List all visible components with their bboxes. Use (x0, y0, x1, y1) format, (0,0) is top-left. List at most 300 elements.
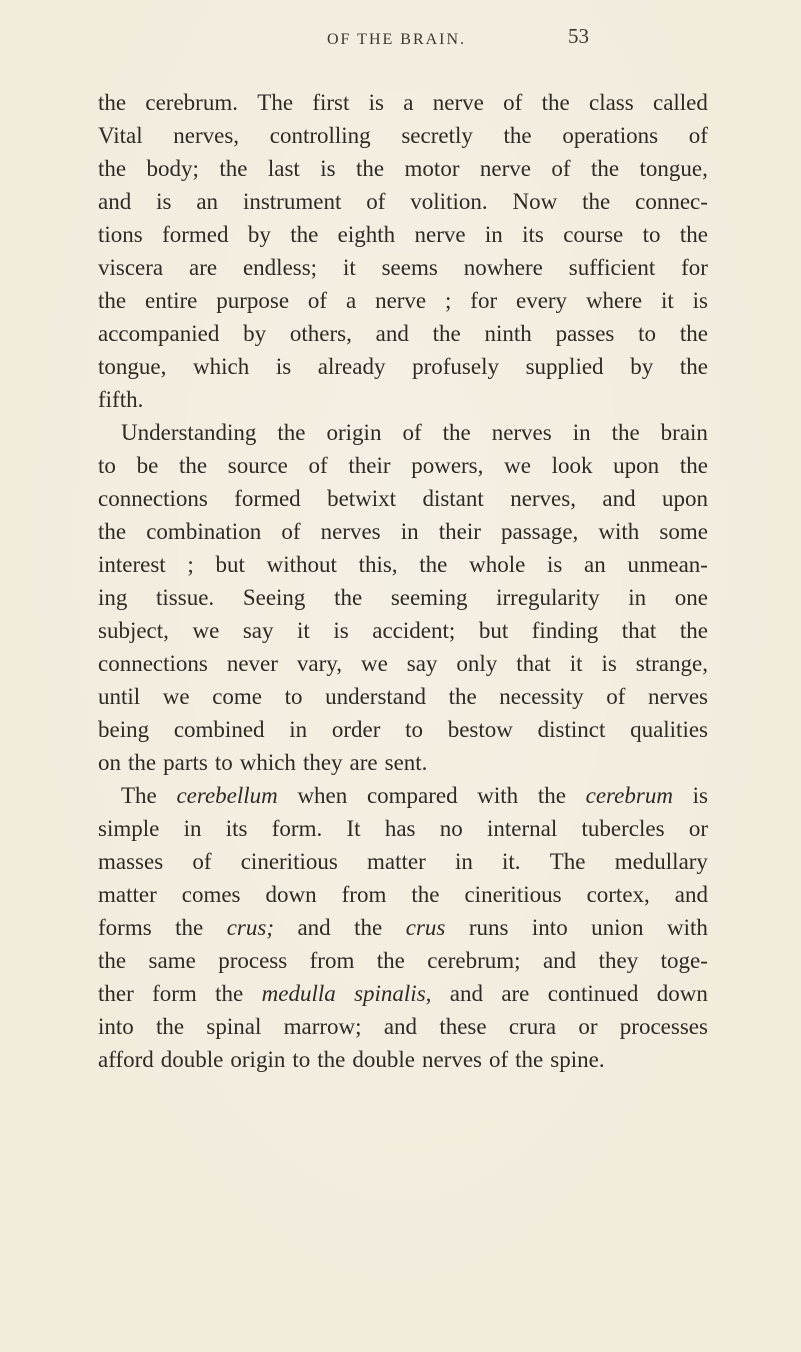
word: nowhere (463, 255, 543, 280)
word: is (692, 288, 708, 313)
word: origin (230, 1047, 286, 1072)
word: a (345, 288, 357, 313)
word: in (484, 222, 503, 247)
word: to (284, 684, 303, 709)
word: same (148, 948, 196, 973)
word: supplied (525, 354, 604, 379)
text-line (98, 482, 708, 515)
word: combined (173, 717, 265, 742)
word: its (225, 816, 248, 841)
word: of (192, 849, 212, 874)
word: cerebellum (176, 783, 278, 808)
text-line (98, 746, 708, 779)
word: that (621, 618, 657, 643)
word: is (333, 618, 349, 643)
word: when (297, 783, 348, 808)
word: of (281, 519, 301, 544)
word: by (247, 222, 271, 247)
text-line (98, 218, 708, 251)
word: the (419, 552, 448, 577)
word: connections (98, 486, 208, 511)
word: the (356, 156, 385, 181)
word: an (196, 189, 219, 214)
word: by (243, 321, 267, 346)
word: It (346, 816, 361, 841)
word: in (454, 849, 473, 874)
word: to (638, 321, 657, 346)
word: qualities (630, 717, 708, 742)
word: tubercles (581, 816, 665, 841)
word: the (98, 519, 127, 544)
word: the (98, 948, 127, 973)
word: double (352, 1047, 415, 1072)
word: the (442, 420, 471, 445)
word: nerves (491, 420, 552, 445)
word: formed (234, 486, 301, 511)
word: the (679, 222, 708, 247)
word: is (156, 189, 172, 214)
word: medullary (614, 849, 708, 874)
word: this, (358, 552, 398, 577)
word: form (152, 981, 197, 1006)
text-line (98, 812, 708, 845)
word: without (266, 552, 337, 577)
word: the (448, 684, 477, 709)
word: these (439, 1014, 487, 1039)
word: the (98, 90, 127, 115)
word: distant (422, 486, 484, 511)
text-line (98, 614, 708, 647)
word: nerve (432, 90, 484, 115)
word: the (334, 585, 363, 610)
word: of (402, 420, 422, 445)
word: endless; (242, 255, 318, 280)
word: to (292, 1047, 311, 1072)
word: ther (98, 981, 134, 1006)
word: volition. (410, 189, 488, 214)
word: it. (502, 849, 521, 874)
word: spinalis, (354, 981, 432, 1006)
word: it (342, 255, 356, 280)
word: The (121, 783, 157, 808)
word: from (341, 882, 387, 907)
word: tongue, (639, 156, 708, 181)
text-line (98, 713, 708, 746)
word: which (192, 354, 250, 379)
word: we (504, 453, 531, 478)
text-line (98, 944, 708, 977)
word: Vital (98, 123, 143, 148)
word: upon (661, 486, 708, 511)
text-line (98, 911, 708, 944)
word: the (215, 981, 244, 1006)
word: are (349, 750, 378, 775)
word: for (681, 255, 708, 280)
word: and (375, 321, 409, 346)
page-number: 53 (568, 24, 589, 48)
text-line (98, 317, 708, 350)
word: of (503, 90, 523, 115)
word: to (642, 222, 661, 247)
word: betwixt (327, 486, 397, 511)
word: an (584, 552, 606, 577)
word: has (384, 816, 416, 841)
text-line (98, 548, 708, 581)
word: down (656, 981, 708, 1006)
text-line (98, 680, 708, 713)
text-line (98, 383, 708, 416)
word: sent. (384, 750, 428, 775)
word: and (383, 1014, 418, 1039)
word: we (360, 651, 388, 676)
word: with (667, 915, 708, 940)
running-head: OF THE BRAIN. (327, 31, 467, 48)
word: Understanding (121, 420, 257, 445)
word: matter (367, 849, 426, 874)
word: comes (181, 882, 241, 907)
word: the (219, 156, 248, 181)
word: ; (187, 552, 194, 577)
word: the (156, 1014, 185, 1039)
word: eighth (337, 222, 396, 247)
text-line (98, 878, 708, 911)
word: the (537, 783, 566, 808)
word: parts (163, 750, 208, 775)
word: into (98, 1014, 134, 1039)
word: of (307, 288, 328, 313)
word: where (585, 288, 643, 313)
word: ninth (484, 321, 532, 346)
word: are (501, 981, 530, 1006)
word: operations (562, 123, 659, 148)
word: distinct (537, 717, 606, 742)
word: is (692, 783, 708, 808)
word: first (312, 90, 350, 115)
text-line (98, 845, 708, 878)
word: matter (98, 882, 157, 907)
word: the (582, 189, 611, 214)
word: internal (487, 816, 558, 841)
word: but (215, 552, 245, 577)
word: by (630, 354, 654, 379)
body-text (98, 86, 708, 1076)
word: and (297, 915, 331, 940)
word: form. (271, 816, 323, 841)
word: they (598, 948, 639, 973)
word: whole (469, 552, 526, 577)
word: toge- (660, 948, 708, 973)
word: profusely (412, 354, 499, 379)
text-line (98, 152, 708, 185)
word: the (679, 321, 708, 346)
word: and (98, 189, 132, 214)
word: the (98, 156, 127, 181)
word: simple (98, 816, 160, 841)
word: of (366, 189, 386, 214)
word: tions (98, 222, 143, 247)
word: cerebrum. (145, 90, 238, 115)
word: Seeing (242, 585, 306, 610)
word: of (308, 453, 328, 478)
word: of (551, 156, 571, 181)
word: we (192, 618, 220, 643)
word: interest (98, 552, 166, 577)
word: is (601, 651, 617, 676)
word: the (376, 948, 405, 973)
word: order (331, 717, 381, 742)
paragraph-p1 (98, 86, 708, 416)
word: medulla (261, 981, 336, 1006)
word: nerve (375, 288, 427, 313)
paragraph-p3 (98, 779, 708, 1076)
word: understand (325, 684, 426, 709)
word: fifth. (98, 387, 144, 412)
word: nerve (479, 156, 531, 181)
word: nerves, (173, 123, 240, 148)
word: cineritious (464, 882, 562, 907)
word: the (679, 618, 708, 643)
word: and (674, 882, 708, 907)
text-line (98, 779, 708, 812)
word: their (438, 519, 481, 544)
word: the (503, 123, 532, 148)
word: of (488, 1047, 509, 1072)
word: for (470, 288, 498, 313)
word: with (598, 519, 640, 544)
word: say (242, 618, 274, 643)
word: the (354, 915, 383, 940)
text-line (98, 647, 708, 680)
word: in (289, 717, 308, 742)
word: seeming (390, 585, 468, 610)
word: tongue, (98, 354, 167, 379)
word: from (309, 948, 355, 973)
word: body; (146, 156, 199, 181)
word: marrow; (283, 1014, 362, 1039)
word: be (136, 453, 159, 478)
word: never (226, 651, 278, 676)
paragraph-p2 (98, 416, 708, 779)
word: the (679, 453, 708, 478)
word: continued (547, 981, 639, 1006)
text-line (98, 1043, 708, 1076)
word: purpose (216, 288, 290, 313)
word: passage, (501, 519, 579, 544)
word: down (265, 882, 317, 907)
word: on (98, 750, 121, 775)
word: the (277, 420, 306, 445)
word: crus (405, 915, 446, 940)
word: spinal (206, 1014, 262, 1039)
word: the (611, 420, 640, 445)
word: Now (512, 189, 558, 214)
word: source (227, 453, 288, 478)
word: the (317, 1047, 346, 1072)
word: crura (508, 1014, 557, 1039)
word: ing (98, 585, 128, 610)
word: one (674, 585, 708, 610)
word: subject, (98, 618, 169, 643)
word: compared (366, 783, 458, 808)
word: afford (98, 1047, 154, 1072)
word: masses (98, 849, 164, 874)
word: crus; (226, 915, 274, 940)
word: connections (98, 651, 208, 676)
word: every (515, 288, 568, 313)
word: formed (162, 222, 229, 247)
word: brain (660, 420, 708, 445)
word: combination (146, 519, 262, 544)
text-line (98, 119, 708, 152)
word: the (178, 453, 208, 478)
word: of (606, 684, 626, 709)
word: controlling (269, 123, 371, 148)
text-line (98, 515, 708, 548)
word: nerves, (510, 486, 576, 511)
word: passes (555, 321, 615, 346)
word: a (403, 90, 414, 115)
text-line (98, 284, 708, 317)
word: forms (98, 915, 152, 940)
word: in (572, 420, 591, 445)
word: it (569, 651, 583, 676)
word: cerebrum; (427, 948, 521, 973)
word: last (267, 156, 300, 181)
word: motor (404, 156, 460, 181)
word: to (98, 453, 116, 478)
word: origin (326, 420, 382, 445)
word: that (516, 651, 551, 676)
text-line (98, 449, 708, 482)
word: nerves (647, 684, 708, 709)
word: with (477, 783, 519, 808)
word: in (400, 519, 419, 544)
word: class (588, 90, 634, 115)
word: called (652, 90, 708, 115)
word: is (368, 90, 384, 115)
word: is (320, 156, 336, 181)
word: the (679, 354, 708, 379)
word: the (432, 321, 461, 346)
word: necessity (499, 684, 584, 709)
word: already (317, 354, 386, 379)
word: runs (468, 915, 509, 940)
word: the (128, 750, 157, 775)
word: it (661, 288, 674, 313)
word: but (478, 618, 509, 643)
text-line (98, 416, 708, 449)
text-line (98, 977, 708, 1010)
word: only (456, 651, 498, 676)
word: the (411, 882, 440, 907)
text-line (98, 1010, 708, 1043)
word: viscera (98, 255, 164, 280)
word: strange, (635, 651, 708, 676)
word: nerves (320, 519, 381, 544)
word: some (659, 519, 708, 544)
text-line (98, 251, 708, 284)
word: processes (619, 1014, 708, 1039)
word: seems (381, 255, 438, 280)
word: it (297, 618, 310, 643)
word: the (290, 222, 319, 247)
word: The (549, 849, 586, 874)
word: or (578, 1014, 598, 1039)
word: the (591, 156, 620, 181)
text-line (98, 86, 708, 119)
word: and (542, 948, 577, 973)
word: spine. (550, 1047, 605, 1072)
word: process (218, 948, 288, 973)
word: double (160, 1047, 224, 1072)
text-line (98, 185, 708, 218)
word: powers, (411, 453, 484, 478)
word: upon (613, 453, 660, 478)
word: instrument (242, 189, 342, 214)
word: entire (144, 288, 198, 313)
word: its (522, 222, 544, 247)
word: they (302, 750, 343, 775)
word: being (98, 717, 150, 742)
word: cineritious (240, 849, 338, 874)
word: ; (445, 288, 452, 313)
word: are (189, 255, 218, 280)
word: nerves (421, 1047, 482, 1072)
word: secretly (401, 123, 473, 148)
word: or (688, 816, 708, 841)
word: no (439, 816, 463, 841)
word: look (551, 453, 593, 478)
word: cortex, (586, 882, 650, 907)
word: unmean- (627, 552, 708, 577)
word: nerve (414, 222, 466, 247)
word: vary, (296, 651, 342, 676)
word: tissue. (156, 585, 215, 610)
word: to (214, 750, 233, 775)
word: is (547, 552, 563, 577)
word: their (348, 453, 391, 478)
word: and (602, 486, 636, 511)
word: the (98, 288, 127, 313)
word: course (563, 222, 624, 247)
word: the (175, 915, 204, 940)
word: come (212, 684, 262, 709)
word: union (591, 915, 644, 940)
word: to (405, 717, 423, 742)
word: of (688, 123, 708, 148)
word: accompanied (98, 321, 220, 346)
word: sufficient (568, 255, 656, 280)
word: cerebrum (585, 783, 673, 808)
text-line (98, 350, 708, 383)
word: bestow (447, 717, 513, 742)
word: in (183, 816, 202, 841)
word: the (515, 1047, 544, 1072)
word: others, (289, 321, 352, 346)
word: accident; (372, 618, 456, 643)
word: we (162, 684, 190, 709)
word: and (449, 981, 483, 1006)
word: the (541, 90, 570, 115)
text-line (98, 581, 708, 614)
word: in (628, 585, 647, 610)
word: connec- (635, 189, 708, 214)
word: finding (531, 618, 599, 643)
word: which (239, 750, 296, 775)
word: irregularity (496, 585, 600, 610)
word: is (275, 354, 292, 379)
word: The (257, 90, 294, 115)
